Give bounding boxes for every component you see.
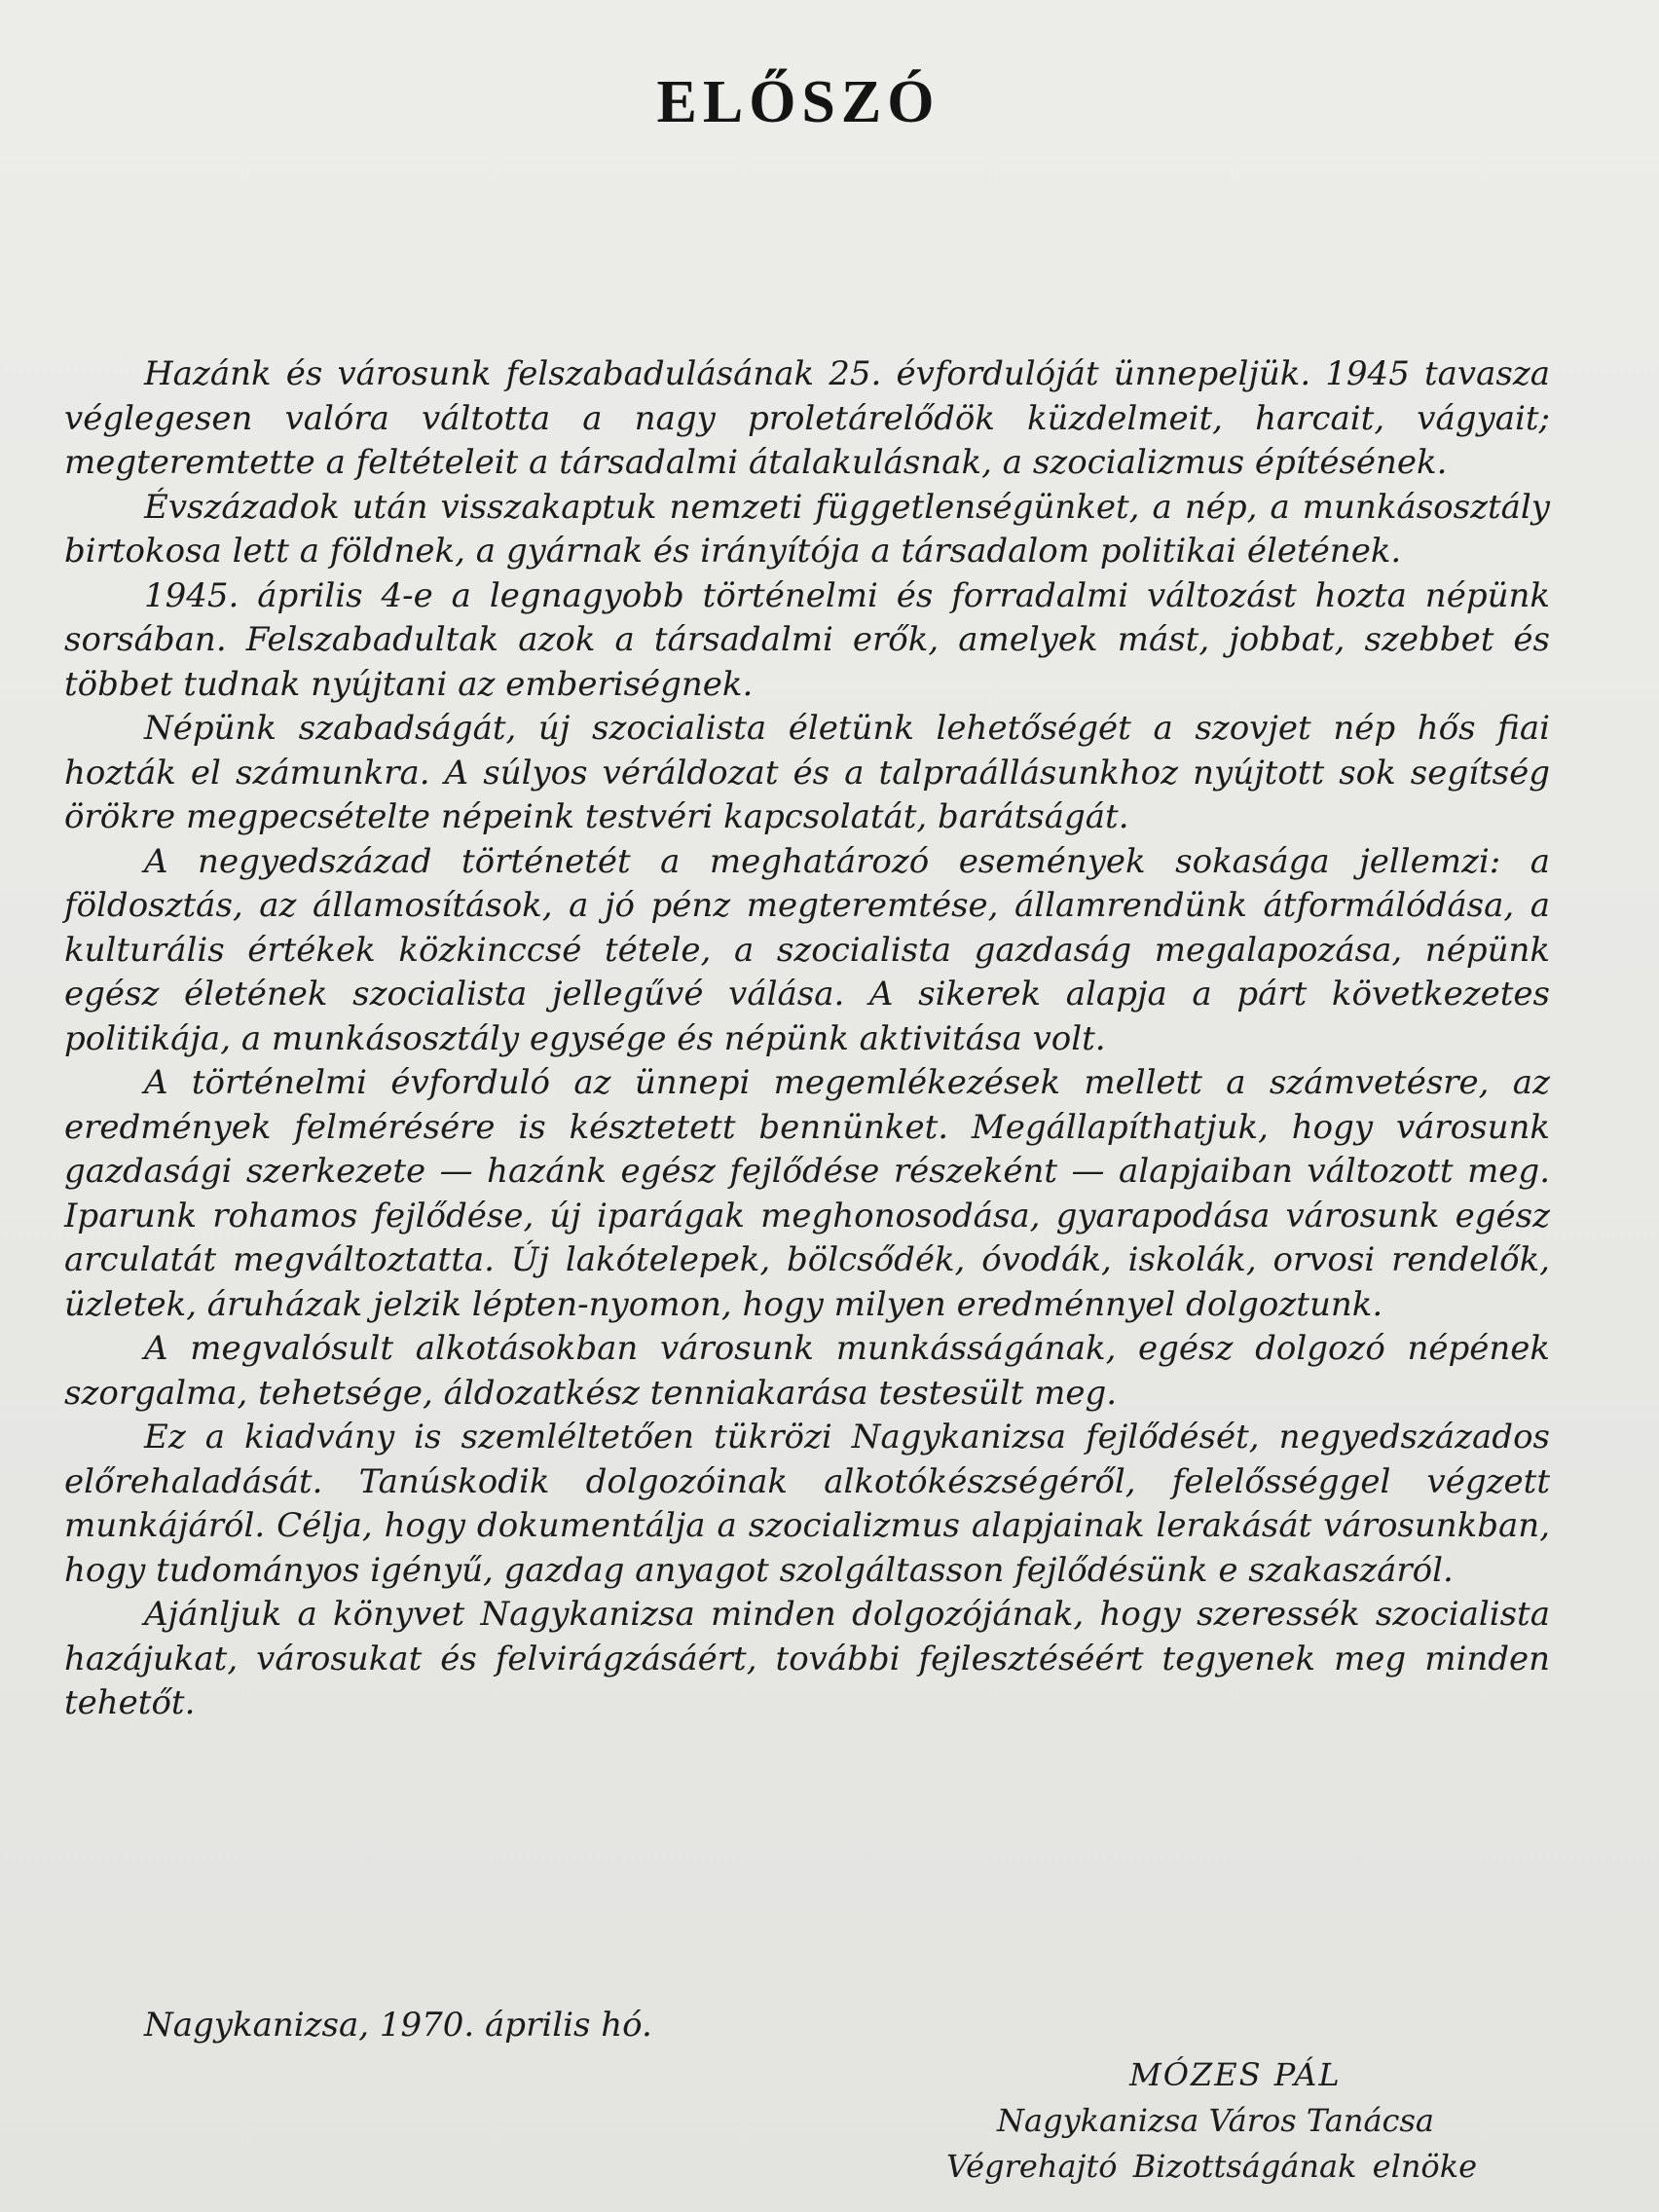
signatory-title-line-2: Végrehajtó Bizottságának elnöke <box>946 2148 1478 2185</box>
paragraph: 1945. április 4-e a legnagyobb történelmi és forradalmi változást hozta népünk sorsában. Felszabadultak azok a társadalmi erők, amelyek mást, jobbat, szebbet és többet tudnak nyújtani az emberiségnek. <box>64 575 1550 704</box>
preface-body <box>64 352 1550 1726</box>
paragraph: Évszázadok után visszakaptuk nemzeti függetlenségünket, a nép, a munkásosztály birtokosa lett a földnek, a gyárnak és irányítója a társadalom politikai életének. <box>64 487 1550 571</box>
paragraph: Ajánljuk a könyvet Nagykanizsa minden dolgozójának, hogy szeressék szocialista hazájukat, városukat és felvirágzásáért, további fejlesztéséért tegyenek meg minden tehetőt. <box>64 1595 1550 1722</box>
paragraph: Hazánk és városunk felszabadulásának 25. évfordulóját ünnepeljük. 1945 tavasza véglegesen valóra váltotta a nagy proletárelődök küzdelmeit, harcait, vágyait; megteremtette a feltételeit a társadalmi átalakulásnak, a szocializmus építésének. <box>64 354 1550 482</box>
signatory-title-line-1: Nagykanizsa Város Tanácsa <box>997 2102 1434 2139</box>
paragraph: A negyedszázad történetét a meghatározó események sokasága jellemzi: a földosztás, az államosítások, a jó pénz megteremtése, államrendünk átformálódása, a kulturális értékek közkinccsé tétele, a szocialista gazdaság megalapozása, népünk egész életének szocialista jellegűvé válása. A sikerek alapja a párt következetes politikája, a munkásosztály egysége és népünk aktivitása volt. <box>64 841 1550 1058</box>
page-title: ELŐSZÓ <box>656 68 940 135</box>
signature-block <box>935 2052 1519 2190</box>
dateline: Nagykanizsa, 1970. április hó. <box>144 2006 652 2045</box>
paragraph: A megvalósult alkotásokban városunk munkásságának, egész dolgozó népének szorgalma, tehetsége, áldozatkész tenniakarása testesült meg. <box>64 1329 1550 1413</box>
paragraph: A történelmi évforduló az ünnepi megemlékezések mellett a számvetésre, az eredmények felmérésére is késztetett bennünket. Megállapíthatjuk, hogy városunk gazdasági szerkezete — hazánk egész fejlődése részeként — alapjaiban változott meg. Iparunk rohamos fejlődése, új iparágak meghonosodása, gyarapodása városunk egész arculatát megváltoztatta. Új lakótelepek, bölcsődék, óvodák, iskolák, orvosi rendelők, üzletek, áruházak jelzik lépten-nyomon, hogy milyen eredménnyel dolgoztunk. <box>64 1063 1550 1324</box>
paragraph: Ez a kiadvány is szemléltetően tükrözi Nagykanizsa fejlődését, negyedszázados előrehaladását. Tanúskodik dolgozóinak alkotókészségéről, felelősséggel végzett munkájáról. Célja, hogy dokumentálja a szocializmus alapjainak lerakását városunkban, hogy tudományos igényű, gazdag anyagot szolgáltasson fejlődésünk e szakaszáról. <box>64 1418 1550 1590</box>
paragraph: Népünk szabadságát, új szocialista életünk lehetőségét a szovjet nép hős fiai hozták el számunkra. A súlyos véráldozat és a talpraállásunkhoz nyújtott sok segítség örökre megpecsételte népeink testvéri kapcsolatát, barátságát. <box>64 709 1550 836</box>
signatory-name: MÓZES PÁL <box>1129 2056 1342 2093</box>
